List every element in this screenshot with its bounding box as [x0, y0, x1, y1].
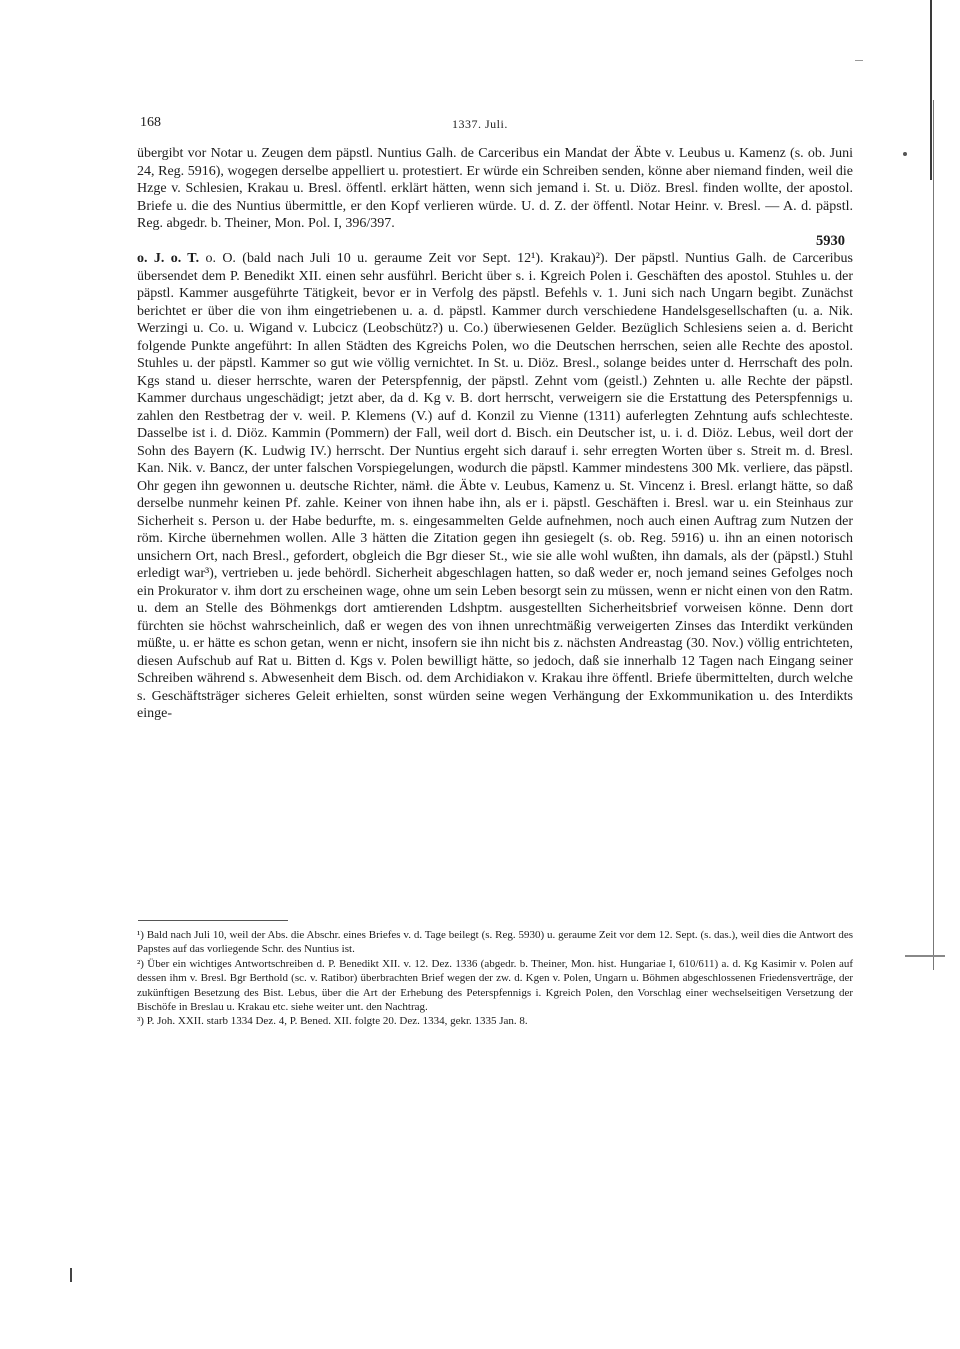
scan-mark [70, 1268, 72, 1282]
body-text [137, 145, 853, 723]
scan-mark [855, 60, 863, 61]
running-head: 1337. Juli. [452, 117, 508, 131]
footnote-1: ¹) Bald nach Juli 10, weil der Abs. die Abschr. eines Briefes v. d. Tage beilegt (s. Reg. 5930) u. geraume Zeit vor dem 12. Sept. (s. das.), weil dies die Antwort des Papstes auf das vorliegende Schr. des Nuntius ist. [137, 929, 853, 956]
paragraph-continuation: übergibt vor Notar u. Zeugen dem päpstl. Nuntius Galh. de Carceribus ein Mandat der Äbte v. Leubus u. Kamenz (s. ob. Juni 24, Reg. 5916), wogegen derselbe appelliert u. protestiert. Er würde ein Schreiben senden, könne aber niemand finden, weil die Hzge v. Schlesien, Krakau u. Bresl. öffentl. erklärt hätten, wenn sich jemand i. St. u. Diöz. Bresl. finden wollte, der apostol. Briefe u. die des Nuntius übermittle, er den Kopf verlieren würde. U. d. Z. der öffentl. Notar Heinr. v. Bresl. — A. d. päpstl. Reg. abgedr. b. Theiner, Mon. Pol. I, 396/397. [137, 146, 853, 231]
footnote-3: ³) P. Joh. XXII. starb 1334 Dez. 4, P. Bened. XII. folgte 20. Dez. 1334, gekr. 1335 Jan. 8. [137, 1015, 528, 1028]
page-header [140, 115, 852, 137]
scan-mark [903, 152, 907, 156]
entry-text: o. O. (bald nach Juli 10 u. geraume Zeit vor Sept. 12¹). Krakau)²). Der päpstl. Nuntius Galh. de Carceribus übersendet dem P. Benedikt XII. einen sehr ausführl. Bericht über s. i. Kgreich Polen i. Geschäften des apostol. Stuhles u. der päpstl. Kammer ausgeführte Tätigkeit, bevor er in Verfolg des päpstl. Befehls v. 1. Juni sich nach Ungarn begibt. Zunächst berichtet er über die von ihm eingetriebenen u. a. d. päpstl. Kammer durch verschiedene Handelsgesellschaften (u. a. Nik. Werzingi u. Co. u. Wigand v. Lubcicz (Leobschütz?) u. Co.) überwiesenen Gelder. Bezüglich Schlesiens seien a. d. Bericht folgende Punkte angeführt: In allen Städten des Kgreichs Polen, wo die Deutschen herrschen, seien alle Rechte des apostol. Stuhles u. der päpstl. Kammer so gut wie völlig vernichtet. In St. u. Diöz. Bresl., solange beides unter d. Herrschaft des poln. Kgs stand u. dieser herrschte, waren der Peterspfennig, der päpstl. Zehnt vom (geistl.) Zehnten u. alle Rechte der päpstl. Kammer durchaus ungeschädigt; jetzt aber, da d. Kg v. B. dort herrscht, verweigern sie die Erstattung des Peterspfennigs u. zahlen den Restbetrag der v. weil. P. Klemens (V.) auf d. Konzil zu Vienne (1311) auferlegten Zehntung aufs schlechteste. Dasselbe ist i. d. Diöz. Kammin (Pommern) der Fall, weil dort d. Bisch. ein Deutscher ist, u. i. d. Diöz. Lebus, weil dort der Sohn des Bayern (K. Ludwig IV.) herrscht. Der Nuntius ergeht sich darauf i. sehr erregten Worten über s. Streit m. d. Bresl. Kan. Nik. v. Bancz, der unter falschen Vorspiegelungen, wodurch die päpstl. Kammer mindestens 300 Mk. verliere, das päpstl. Ohr gegen ihn gewonnen u. deutsche Richter, nämł. die Äbte v. Leubus, Kamenz u. St. Vincenz i. Bresl. erlangt hätte, so daß derselbe nunmehr keinen Pf. zahle. Keiner von ihnen habe ihn, als er i. päpstl. Geschäften i. Bresl. war u. ein Steinhaus zur Sicherheit s. Person u. der Habe bedurfte, m. s. eingesammelten Gelde aufnehmen, noch auch einen Auftrag zum Nutzen der röm. Kirche übernehmen wollen. Alle 3 hätten die Zitation gegen ihn gesiegelt (s. ob. Reg. 5916) u. ihn an einen notorisch unsichern Ort, nach Bresl., gefordert, obgleich die Bgr dieser St., wie sie alle wohl wußten, ihn damals, als der (päpstl.) Stuhl erledigt war³), vertrieben u. jede behördl. Sicherheit abgeschlagen hatten, so daß weder er, noch jemand seines Gefolges noch ein Prokurator v. ihm dort zu erscheinen wage, ohne um sein Leben besorgt sein zu müssen, wenn er nicht einen von den Ratm. u. dem an Stelle des Böhmenkgs dort amtierenden Ldshptm. ausgestellten Sicherheitsbrief vorweisen könne. Denn dort fürchten sie höchst wahrscheinlich, daß er wegen des von ihnen unrechtmäßig verweigerten Zinses das Interdikt verkünden müßte, u. er hätte es schon getan, wenn er nicht, insofern sie ihn nicht bis z. nächsten Andreastag (30. Nov.) völlig entrichteten, diesen Aufschub auf Rat u. Bitten d. Kgs v. Polen bewilligt hätte, so jedoch, daß sie innerhalb 12 Tagen nach Eingang seiner Schreiben während s. Abwesenheit dem Bisch. od. dem Archidiakon v. Krakau ihre öffentl. Briefe übermittelten, durch welche s. Geschäftsträger sicheres Geleit erhielten, sonst würden seine wegen Verhängung der Exkommunikation u. des Interdikts einge- [137, 251, 854, 721]
footnote-2: ²) Über ein wichtiges Antwortschreiben d. P. Benedikt XII. v. 12. Dez. 1336 (abgedr. b. Theiner, Mon. hist. Hungariae I, 610/611) a. d. Kg Kasimir v. Polen auf dessen ihm v. Bresl. Bgr Berthold (sc. v. Ratibor) überbrachten Brief wegen der zw. d. Kgen v. Polen, Ungarn u. Böhmen abgeschlossenen Friedensverträge, der zukünftigen Besetzung des Bist. Lebus, über die Art der Erhebung des Peterspfennigs i. Kgreich Polen, den Vorschlag einer wechselseitigen Versetzung der Bischöfe in Breslau u. Krakau etc. siehe weiter unt. den Nachtrag. [137, 957, 853, 1014]
entry-heading-line [137, 233, 853, 251]
register-number: 5930 [816, 232, 845, 249]
entry-date-lead: o. J. o. T. [137, 251, 200, 266]
scan-edge-line [905, 955, 945, 957]
scan-edge-line [930, 0, 932, 180]
footnote-divider [138, 920, 288, 921]
scan-edge-line [933, 100, 934, 970]
footnotes [137, 928, 853, 1029]
page-number: 168 [140, 115, 161, 130]
register-entry [137, 250, 853, 723]
